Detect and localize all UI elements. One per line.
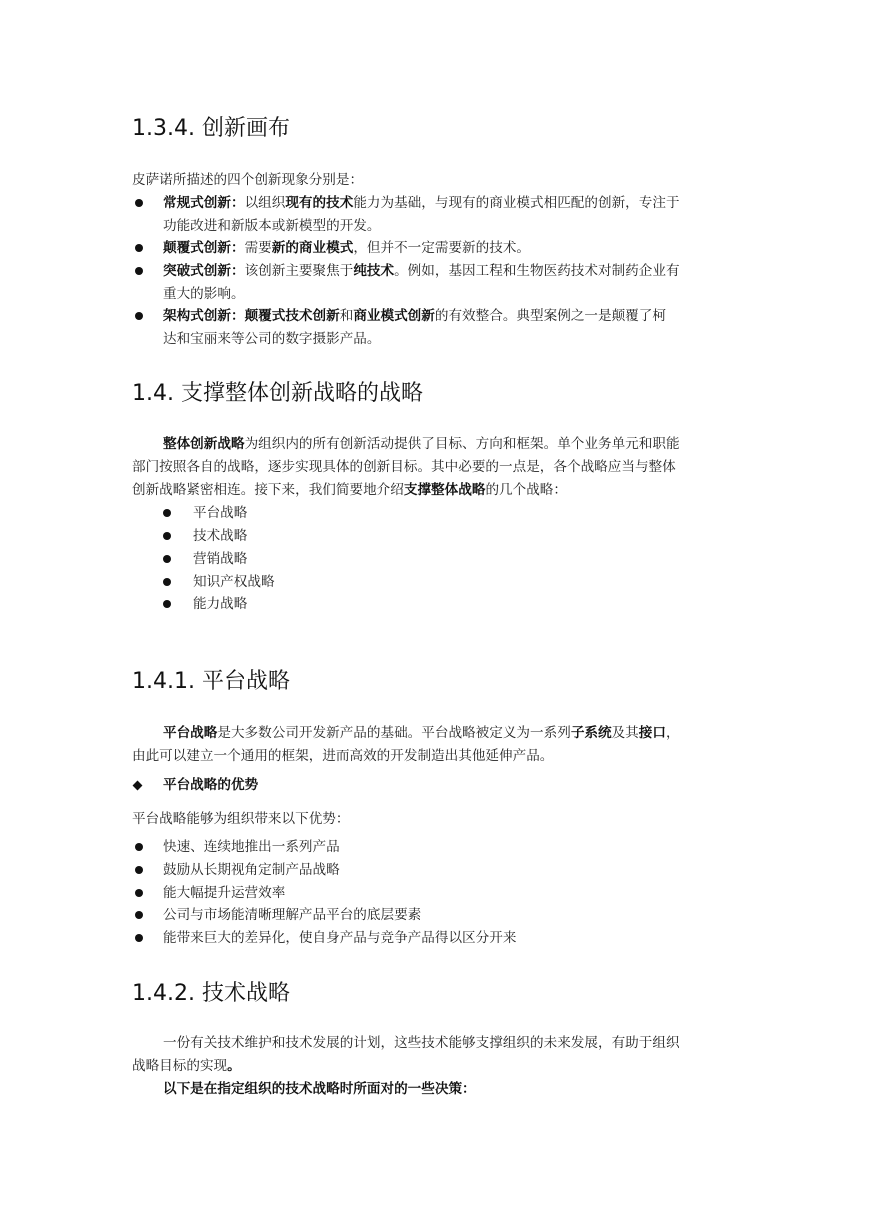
list-item: 能带来巨大的差异化，使自身产品与竞争产品得以区分开来 <box>163 930 517 946</box>
paragraph-line: 平台战略能够为组织带来以下优势： <box>132 811 350 827</box>
bullet-icon <box>135 267 143 275</box>
intro-text: 皮萨诺所描述的四个创新现象分别是： <box>132 172 364 188</box>
bullet-icon <box>135 199 143 207</box>
paragraph-line: 部门按照各自的战略，逐步实现具体的创新目标。其中必要的一点是，各个战略应当与整体 <box>132 459 676 475</box>
paragraph-line: 平台战略是大多数公司开发新产品的基础。平台战略被定义为一系列子系统及其接口， <box>163 725 680 741</box>
list-item-continuation: 达和宝丽来等公司的数字摄影产品。 <box>163 331 381 347</box>
bullet-icon <box>135 866 143 874</box>
bullet-icon <box>135 934 143 942</box>
list-item: 突破式创新：该创新主要聚焦于纯技术。例如，基因工程和生物医药技术对制药企业有 <box>163 263 680 279</box>
section-heading-1-4-2: 1.4.2. 技术战略 <box>132 981 290 1006</box>
list-item: 架构式创新：颠覆式技术创新和商业模式创新的有效整合。典型案例之一是颠覆了柯 <box>163 308 666 324</box>
paragraph-line: 一份有关技术维护和技术发展的计划，这些技术能够支撑组织的未来发展，有助于组织 <box>163 1035 680 1051</box>
section-heading-1-4: 1.4. 支撑整体创新战略的战略 <box>132 381 423 406</box>
list-item-continuation: 重大的影响。 <box>163 286 245 302</box>
paragraph-line: 战略目标的实现。 <box>132 1058 241 1074</box>
list-item: 快速、连续地推出一系列产品 <box>163 839 340 855</box>
section-heading-1-4-1: 1.4.1. 平台战略 <box>132 669 290 694</box>
paragraph-line: 整体创新战略为组织内的所有创新活动提供了目标、方向和框架。单个业务单元和职能 <box>163 436 680 452</box>
subheading: 平台战略的优势 <box>163 777 259 793</box>
list-item: 技术战略 <box>193 528 248 544</box>
list-item: 知识产权战略 <box>193 574 275 590</box>
bullet-icon <box>163 555 171 563</box>
list-item: 能力战略 <box>193 596 248 612</box>
paragraph-line: 由此可以建立一个通用的框架，进而高效的开发制造出其他延伸产品。 <box>132 748 554 764</box>
list-item: 平台战略 <box>193 505 248 521</box>
bullet-icon <box>135 244 143 252</box>
list-item: 常规式创新：以组织现有的技术能力为基础，与现有的商业模式相匹配的创新，专注于 <box>163 195 680 211</box>
bullet-icon <box>135 843 143 851</box>
paragraph-line: 创新战略紧密相连。接下来，我们简要地介绍支撑整体战略的几个战略： <box>132 482 567 498</box>
list-item: 营销战略 <box>193 551 248 567</box>
list-item-continuation: 功能改进和新版本或新模型的开发。 <box>163 218 381 234</box>
bullet-icon <box>135 889 143 897</box>
bullet-icon <box>163 509 171 517</box>
list-item: 鼓励从长期视角定制产品战略 <box>163 862 340 878</box>
section-heading-1-3-4: 1.3.4. 创新画布 <box>132 116 290 141</box>
bullet-icon <box>135 911 143 919</box>
list-item: 能大幅提升运营效率 <box>163 885 286 901</box>
bullet-icon <box>135 312 143 320</box>
paragraph-line-bold: 以下是在指定组织的技术战略时所面对的一些决策： <box>163 1081 476 1097</box>
bullet-icon <box>163 600 171 608</box>
list-item: 公司与市场能清晰理解产品平台的底层要素 <box>163 907 422 923</box>
diamond-bullet-icon <box>133 781 143 791</box>
bullet-icon <box>163 532 171 540</box>
list-item: 颠覆式创新：需要新的商业模式，但并不一定需要新的技术。 <box>163 240 531 256</box>
bullet-icon <box>163 578 171 586</box>
